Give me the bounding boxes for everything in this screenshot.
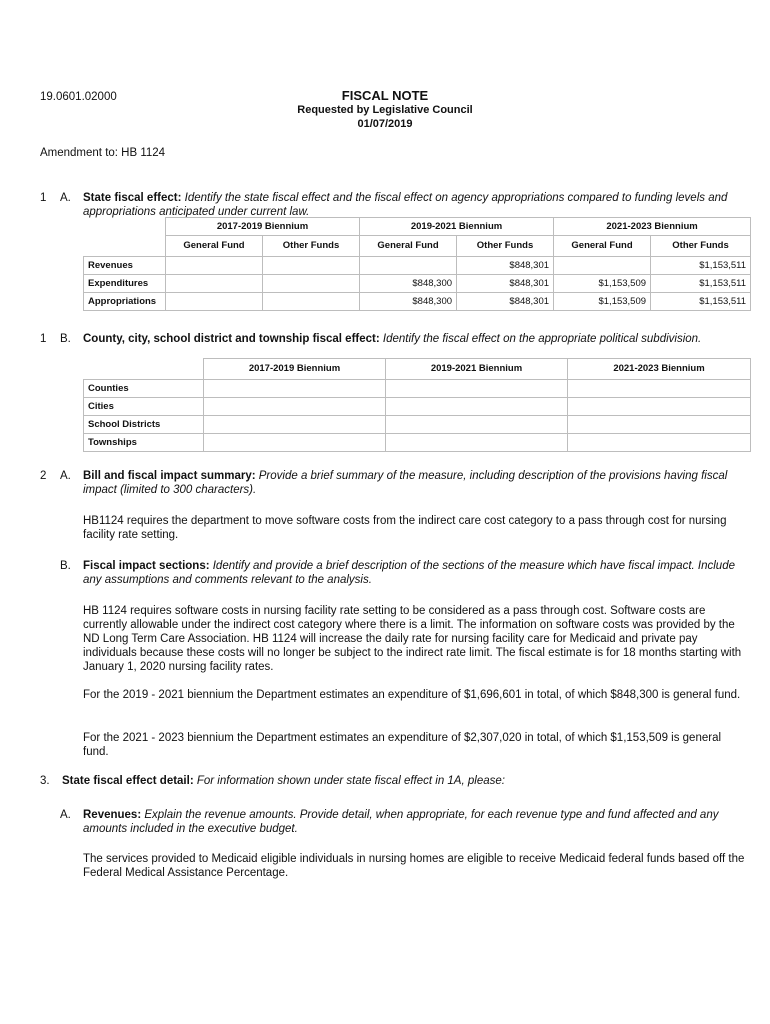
section-2b-biennium-2019: For the 2019 - 2021 biennium the Department estimates an expenditure of $1,696,601 in total, of which $848,300 is general fund. (83, 689, 741, 701)
biennium-header: 2017-2019 Biennium (204, 359, 386, 380)
column-header: General Fund (166, 236, 263, 257)
table-cell (568, 397, 751, 415)
section-1b-title: County, city, school district and township fiscal effect: (83, 333, 380, 345)
table-cell (166, 256, 263, 274)
row-label: Counties (84, 379, 204, 397)
table-row (84, 433, 751, 451)
section-3a-title: Revenues: (83, 809, 142, 821)
table-cell (568, 379, 751, 397)
section-1a-number: 1 (40, 192, 47, 204)
amendment-line: Amendment to: HB 1124 (40, 147, 166, 159)
table-cell (204, 415, 386, 433)
biennium-header: 2017-2019 Biennium (166, 218, 360, 236)
table-cell: $848,301 (457, 274, 554, 292)
row-label: Expenditures (84, 274, 166, 292)
table-cell (204, 379, 386, 397)
row-label: Revenues (84, 256, 166, 274)
section-1b-letter: B. (60, 333, 71, 345)
table-cell: $1,153,511 (651, 274, 751, 292)
table-cell: $848,300 (360, 274, 457, 292)
table-cell (204, 433, 386, 451)
section-2a-number: 2 (40, 470, 47, 482)
page-title: FISCAL NOTE (341, 88, 429, 103)
section-2b-biennium-2021: For the 2021 - 2023 biennium the Department estimates an expenditure of $2,307,020 in total, of which $1,153,509 is general fund. (83, 732, 722, 758)
section-2b-letter: B. (60, 560, 71, 572)
political-subdivision-table (83, 358, 751, 452)
table-cell: $848,301 (457, 256, 554, 274)
biennium-header: 2021-2023 Biennium (568, 359, 751, 380)
section-3-heading (62, 774, 748, 788)
section-3a-body: The services provided to Medicaid eligible individuals in nursing homes are eligible to receive Medicaid federal funds based off the Federal Medical Assistance Percentage. (83, 853, 745, 879)
column-header: General Fund (554, 236, 651, 257)
table-cell (263, 292, 360, 310)
state-fiscal-effect-table (83, 217, 751, 311)
table-row (84, 256, 751, 274)
section-2a-body: HB1124 requires the department to move software costs from the indirect care cost category to a pass through cost for nursing facility rate setting. (83, 515, 727, 541)
row-label: Townships (84, 433, 204, 451)
table-cell (263, 256, 360, 274)
table-cell: $848,301 (457, 292, 554, 310)
section-1a-title: State fiscal effect: (83, 192, 182, 204)
table-cell (386, 415, 568, 433)
section-3-instructions: For information shown under state fiscal effect in 1A, please: (193, 775, 505, 787)
table-row (84, 397, 751, 415)
table-cell (554, 256, 651, 274)
table-cell (386, 397, 568, 415)
table-row (84, 379, 751, 397)
document-number: 19.0601.02000 (40, 91, 117, 103)
row-label: Cities (84, 397, 204, 415)
column-header: Other Funds (263, 236, 360, 257)
column-header: General Fund (360, 236, 457, 257)
table-cell (204, 397, 386, 415)
table-row (84, 415, 751, 433)
table-cell (568, 415, 751, 433)
table-cell (360, 256, 457, 274)
table-cell: $1,153,509 (554, 274, 651, 292)
table-row (84, 292, 751, 310)
section-1a-heading (83, 191, 748, 219)
section-2a-instructions: Provide a brief summary of the measure, including description of the provisions having fiscal impact (limited to 300 characters). (83, 470, 728, 496)
section-3a-letter: A. (60, 809, 71, 821)
requested-by: Requested by Legislative Council (297, 104, 473, 116)
table-row (84, 274, 751, 292)
table-cell: $1,153,509 (554, 292, 651, 310)
table-cell (568, 433, 751, 451)
table-cell: $1,153,511 (651, 256, 751, 274)
section-2a-letter: A. (60, 470, 71, 482)
section-1a-instructions: Identify the state fiscal effect and the fiscal effect on agency appropriations compared to funding levels and appropriations anticipated under current law. (83, 192, 728, 218)
table-cell: $848,300 (360, 292, 457, 310)
table-cell: $1,153,511 (651, 292, 751, 310)
section-1b-number: 1 (40, 333, 47, 345)
biennium-header: 2019-2021 Biennium (386, 359, 568, 380)
section-2a-title: Bill and fiscal impact summary: (83, 470, 256, 482)
biennium-header: 2021-2023 Biennium (554, 218, 751, 236)
biennium-header: 2019-2021 Biennium (360, 218, 554, 236)
section-3a-heading (83, 808, 748, 836)
table-cell (263, 274, 360, 292)
section-2b-body: HB 1124 requires software costs in nursing facility rate setting to be considered as a pass through cost. Software costs are currently allowable under the indirect cost category where there is a limit. The information on software costs was provided by the ND Long Term Care Association. HB 1124 will increase the daily rate for nursing facility care for Medicaid and private pay individuals because these costs will no longer be subject to the indirect rate limit. The fiscal estimate is for 18 months starting with January 1, 2020 nursing facility rates. (83, 605, 742, 673)
table-cell (386, 433, 568, 451)
section-3a-instructions: Explain the revenue amounts. Provide detail, when appropriate, for each revenue type and fund affected and any amounts included in the executive budget. (83, 809, 719, 835)
section-2b-instructions: Identify and provide a brief description of the sections of the measure which have fiscal impact. Include any assumptions and comments relevant to the analysis. (83, 560, 735, 586)
row-label: School Districts (84, 415, 204, 433)
column-header: Other Funds (457, 236, 554, 257)
section-2a-heading (83, 469, 748, 497)
table-cell (166, 274, 263, 292)
section-1b-heading (83, 332, 748, 346)
section-2b-title: Fiscal impact sections: (83, 560, 210, 572)
section-3-number: 3. (40, 775, 50, 787)
row-label: Appropriations (84, 292, 166, 310)
section-2b-heading (83, 559, 748, 587)
note-date: 01/07/2019 (357, 118, 413, 130)
section-1b-instructions: Identify the fiscal effect on the appropriate political subdivision. (379, 333, 702, 345)
column-header: Other Funds (651, 236, 751, 257)
section-1a-letter: A. (60, 192, 71, 204)
table-cell (166, 292, 263, 310)
section-3-title: State fiscal effect detail: (62, 775, 194, 787)
table-cell (386, 379, 568, 397)
